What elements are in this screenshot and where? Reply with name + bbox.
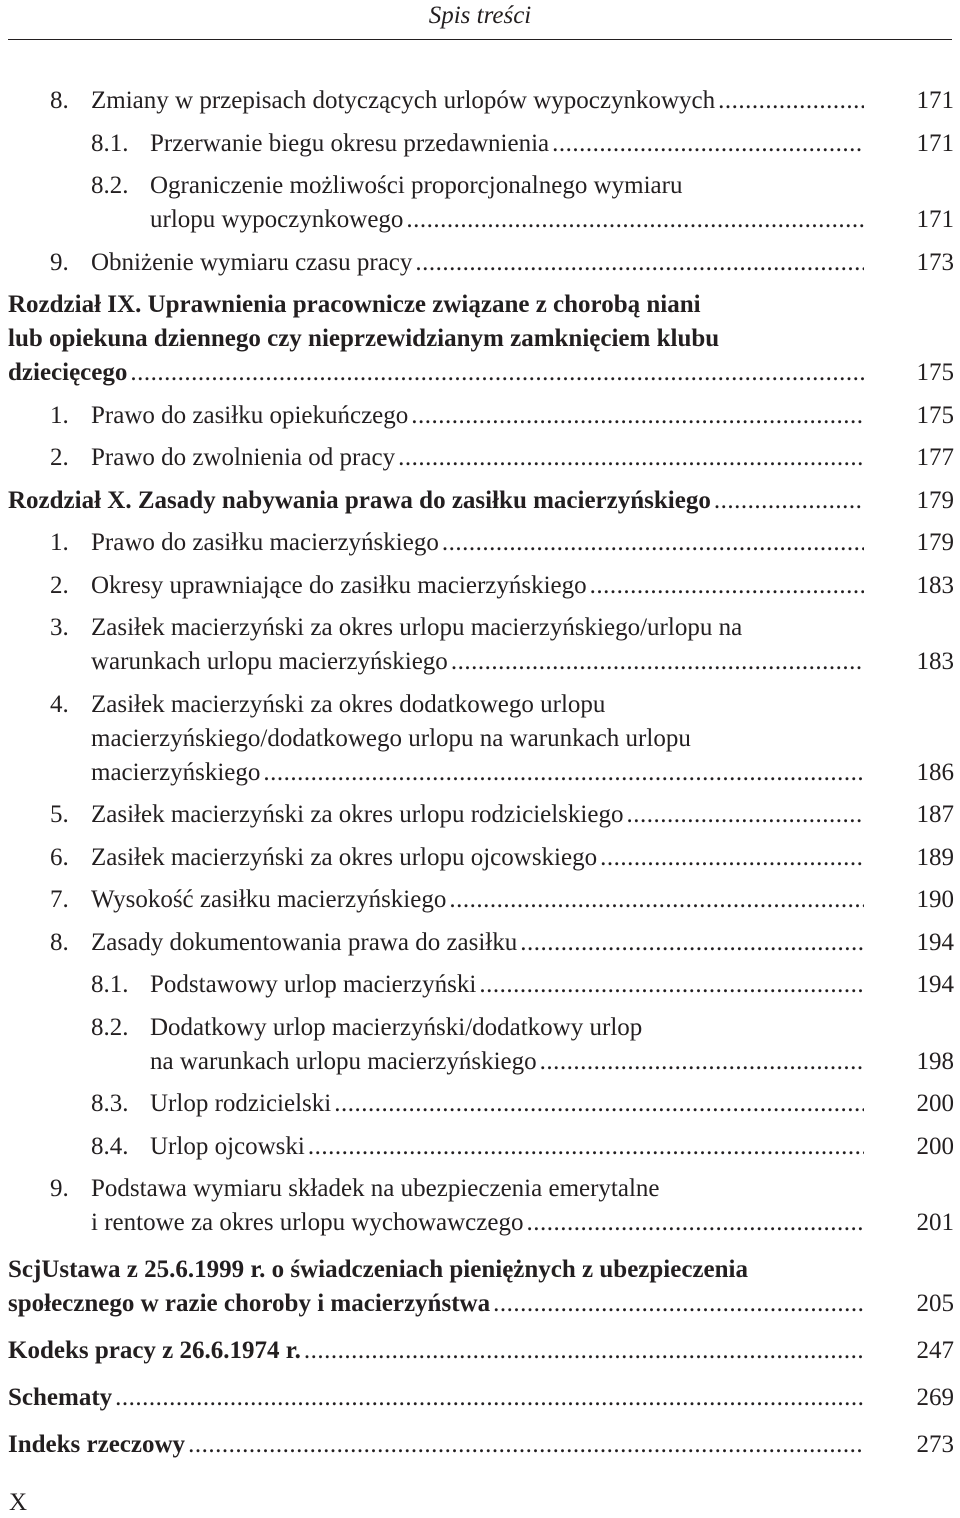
- header-rule: [8, 39, 952, 40]
- dot-leader: [718, 84, 864, 118]
- toc-entry-number: 5.: [50, 801, 69, 828]
- toc-entry-page-number: 187: [916, 801, 954, 828]
- toc-entry-number: 8.1.: [91, 971, 129, 998]
- toc-entry-page-number: 201: [916, 1209, 954, 1236]
- toc-entry[interactable]: [0, 1428, 960, 1462]
- toc-entry[interactable]: [0, 798, 960, 832]
- toc-entry-number: 2.: [50, 571, 69, 599]
- toc-entry[interactable]: [0, 1011, 960, 1079]
- dot-leader: [442, 526, 864, 560]
- toc-entry-number: 8.: [50, 928, 69, 956]
- toc-entry-title-line: Kodeks pracy z 26.6.1974 r.: [8, 1337, 301, 1364]
- toc-entry-title-line: Prawo do zwolnienia od pracy: [91, 444, 396, 471]
- toc-entry[interactable]: [0, 926, 960, 960]
- toc-entry[interactable]: [0, 1334, 960, 1368]
- toc-entry-title-line: macierzyńskiego/dodatkowego urlopu na warunkach urlopu: [91, 724, 691, 752]
- dot-leader: [304, 1334, 864, 1368]
- toc-entry-title-line: Zasiłek macierzyński za okres urlopu ojcowskiego: [91, 843, 598, 871]
- toc-entry-title-line: Dodatkowy urlop macierzyński/dodatkowy urlop: [150, 1013, 643, 1041]
- dot-leader: [526, 1206, 864, 1240]
- toc-entry[interactable]: [0, 288, 960, 390]
- toc-entry-title-line: Prawo do zasiłku opiekuńczego: [91, 401, 409, 429]
- toc-entry-page-number: 183: [916, 571, 954, 599]
- toc-entry-title-line: macierzyńskiego: [91, 758, 261, 786]
- toc-entry-page-number: 190: [916, 886, 954, 913]
- dot-leader: [406, 203, 864, 237]
- toc-entry-title-line: Zasiłek macierzyński za okres urlopu rodzicielskiego: [91, 801, 624, 828]
- toc-entry-page-number: 186: [916, 758, 954, 786]
- dot-leader: [590, 569, 864, 603]
- toc-entry-page-number: 171: [916, 129, 954, 157]
- toc-entry-title-line: społecznego w razie choroby i macierzyństwa: [8, 1290, 491, 1317]
- toc-entry-page-number: 194: [916, 928, 954, 956]
- dot-leader: [263, 756, 864, 790]
- dot-leader: [449, 883, 864, 917]
- toc-entry[interactable]: [0, 968, 960, 1002]
- toc-entry-title-line: Zasiłek macierzyński za okres dodatkowego urlopu: [91, 690, 606, 718]
- dot-leader: [540, 1045, 864, 1079]
- toc-entry-title-line: i rentowe za okres urlopu wychowawczego: [91, 1209, 524, 1236]
- toc-entry-page-number: 179: [916, 529, 954, 556]
- header-title: Spis treści: [428, 2, 532, 29]
- toc-entry-title-line: Rozdział IX. Uprawnienia pracownicze związane z chorobą niani: [8, 291, 701, 318]
- toc-entry-title-line: Podstawa wymiaru składek na ubezpieczenia emerytalne: [91, 1175, 660, 1202]
- dot-leader: [188, 1428, 864, 1462]
- toc-entry[interactable]: [0, 441, 960, 475]
- toc-entry-title-line: Okresy uprawniające do zasiłku macierzyńskiego: [91, 571, 587, 599]
- dot-leader: [398, 441, 864, 475]
- toc-entry-title-line: ScjUstawa z 25.6.1999 r. o świadczeniach pieniężnych z ubezpieczenia: [8, 1256, 748, 1283]
- toc-entry[interactable]: [0, 1381, 960, 1415]
- toc-entry-title-line: Ograniczenie możliwości proporcjonalnego wymiaru: [150, 172, 683, 199]
- toc-entry-page-number: 198: [916, 1047, 954, 1075]
- toc-entry-page-number: 171: [916, 87, 954, 114]
- dot-leader: [115, 1381, 864, 1415]
- toc-entry[interactable]: [0, 1253, 960, 1321]
- toc-entry-title-line: Podstawowy urlop macierzyński: [150, 971, 477, 998]
- dot-leader: [415, 246, 864, 280]
- toc-entry-number: 1.: [50, 529, 69, 556]
- toc-entry-number: 3.: [50, 614, 69, 641]
- toc-entry-number: 8.4.: [91, 1132, 129, 1160]
- dot-leader: [479, 968, 864, 1002]
- toc-entry[interactable]: [0, 84, 960, 118]
- toc-entry-title-line: Przerwanie biegu okresu przedawnienia: [150, 129, 550, 157]
- toc-entry-page-number: 247: [916, 1337, 954, 1364]
- toc-entry-page-number: 183: [916, 648, 954, 675]
- dot-leader: [626, 798, 864, 832]
- toc-entry-title-line: Urlop ojcowski: [150, 1132, 305, 1160]
- toc-entry[interactable]: [0, 1172, 960, 1240]
- toc-entry-page-number: 189: [916, 843, 954, 871]
- toc-entry-number: 2.: [50, 444, 69, 471]
- toc-entry-title-line: dziecięcego: [8, 359, 128, 386]
- toc-entry-title-line: Obniżenie wymiaru czasu pracy: [91, 248, 413, 276]
- toc-entry-number: 6.: [50, 843, 69, 871]
- toc-entry-page-number: 194: [916, 971, 954, 998]
- running-header: [0, 0, 960, 40]
- toc-entry-number: 8.2.: [91, 1013, 129, 1041]
- toc-entry[interactable]: [0, 526, 960, 560]
- toc-entry[interactable]: [0, 1087, 960, 1121]
- toc-entry[interactable]: [0, 399, 960, 433]
- toc-entry-number: 4.: [50, 690, 69, 718]
- toc-entry-number: 8.1.: [91, 129, 129, 157]
- toc-entry-page-number: 269: [916, 1384, 954, 1411]
- toc-entry-title-line: Indeks rzeczowy: [8, 1431, 186, 1458]
- toc-entry[interactable]: [0, 169, 960, 237]
- toc-entry[interactable]: [0, 611, 960, 679]
- toc-entry[interactable]: [0, 484, 960, 518]
- toc-entry-page-number: 205: [916, 1290, 954, 1317]
- toc-entry-title-line: Zasady dokumentowania prawa do zasiłku: [91, 928, 518, 956]
- toc-entry[interactable]: [0, 883, 960, 917]
- toc-entry-number: 1.: [50, 401, 69, 429]
- table-of-contents: [0, 84, 960, 1462]
- toc-entry-page-number: 175: [916, 359, 954, 386]
- toc-entry-title-line: Rozdział X. Zasady nabywania prawa do zasiłku macierzyńskiego: [8, 486, 711, 514]
- dot-leader: [334, 1087, 864, 1121]
- dot-leader: [451, 645, 864, 679]
- toc-entry-number: 8.3.: [91, 1090, 129, 1117]
- toc-entry-title-line: urlopu wypoczynkowego: [150, 206, 404, 233]
- toc-entry[interactable]: [0, 127, 960, 161]
- dot-leader: [130, 356, 864, 390]
- toc-entry-title-line: Prawo do zasiłku macierzyńskiego: [91, 529, 439, 556]
- toc-entry-number: 8.: [50, 87, 69, 114]
- toc-entry-title-line: Zasiłek macierzyński za okres urlopu macierzyńskiego/urlopu na: [91, 614, 743, 641]
- dot-leader: [520, 926, 864, 960]
- toc-entry-page-number: 171: [916, 206, 954, 233]
- page-number-footer: X: [9, 1489, 28, 1516]
- dot-leader: [552, 127, 864, 161]
- toc-entry-page-number: 200: [916, 1132, 954, 1160]
- dot-leader: [411, 399, 864, 433]
- toc-entry[interactable]: [0, 569, 960, 603]
- toc-entry-title-line: Urlop rodzicielski: [150, 1090, 332, 1117]
- toc-entry[interactable]: [0, 246, 960, 280]
- toc-entry-page-number: 177: [916, 444, 954, 471]
- toc-entry[interactable]: [0, 688, 960, 790]
- toc-entry-page-number: 173: [916, 248, 954, 276]
- toc-entry-number: 8.2.: [91, 172, 129, 199]
- toc-entry[interactable]: [0, 1130, 960, 1164]
- dot-leader: [308, 1130, 864, 1164]
- dot-leader: [714, 484, 864, 518]
- toc-entry-number: 9.: [50, 1175, 69, 1202]
- dot-leader: [493, 1287, 864, 1321]
- toc-entry-page-number: 175: [916, 401, 954, 429]
- toc-entry-number: 7.: [50, 886, 69, 913]
- toc-entry-page-number: 179: [916, 486, 954, 514]
- toc-entry-title-line: Schematy: [8, 1384, 113, 1411]
- toc-entry[interactable]: [0, 841, 960, 875]
- toc-entry-page-number: 200: [916, 1090, 954, 1117]
- toc-entry-title-line: Wysokość zasiłku macierzyńskiego: [91, 886, 447, 913]
- toc-entry-title-line: lub opiekuna dziennego czy nieprzewidzianym zamknięciem klubu: [8, 325, 720, 352]
- toc-entry-title-line: na warunkach urlopu macierzyńskiego: [150, 1047, 537, 1075]
- toc-entry-number: 9.: [50, 248, 69, 276]
- dot-leader: [600, 841, 864, 875]
- toc-entry-title-line: Zmiany w przepisach dotyczących urlopów wypoczynkowych: [91, 87, 716, 114]
- toc-entry-title-line: warunkach urlopu macierzyńskiego: [91, 648, 448, 675]
- toc-entry-page-number: 273: [916, 1431, 954, 1458]
